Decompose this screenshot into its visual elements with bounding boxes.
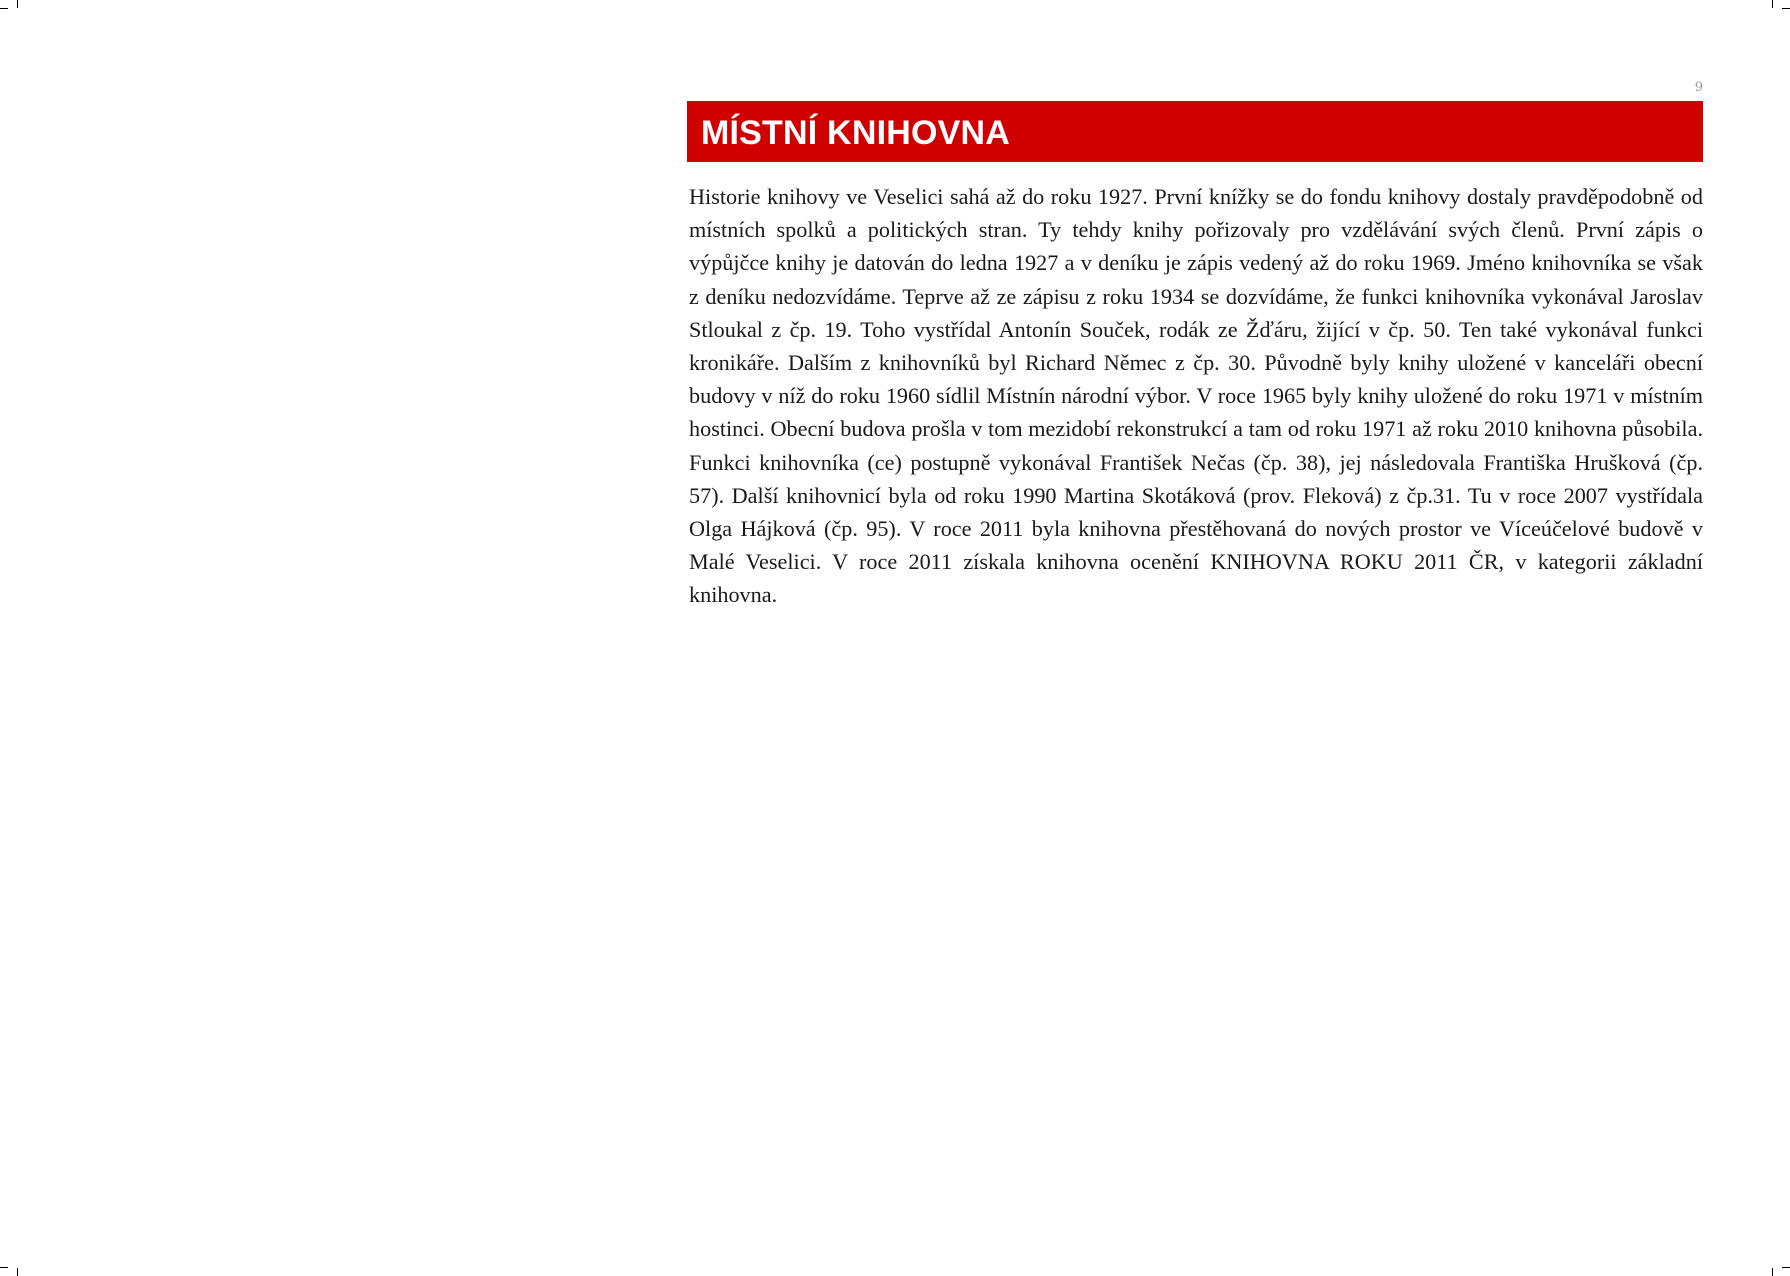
crop-mark	[0, 8, 8, 9]
crop-mark	[1782, 8, 1790, 9]
crop-mark	[17, 0, 18, 8]
section-title: MÍSTNÍ KNIHOVNA	[701, 113, 1010, 152]
crop-mark	[1772, 1268, 1773, 1276]
crop-mark	[0, 1267, 8, 1268]
page-number: 9	[1694, 80, 1703, 95]
crop-mark	[1772, 0, 1773, 8]
crop-mark	[17, 1268, 18, 1276]
section-title-bar	[687, 101, 1703, 162]
crop-mark	[1782, 1267, 1790, 1268]
section-body-text: Historie knihovy ve Veselici sahá až do roku 1927. První knížky se do fondu knihovy dostaly pravděpodobně od místních spolků a politických stran. Ty tehdy knihy pořizovaly pro vzdělávání svých členů. První zápis o výpůjčce knihy je datován do ledna 1927 a v deníku je zápis vedený až do roku 1969. Jméno knihovníka se však z deníku nedozvídáme. Teprve až ze zápisu z roku 1934 se dozvídáme, že funkci knihovníka vykonával Jaroslav Stloukal z čp. 19. Toho vystřídal Antonín Souček, rodák ze Žďáru, žijící v čp. 50. Ten také vykonával funkci kronikáře. Dalším z knihovníků byl Richard Němec z čp. 30. Původně byly knihy uložené v kanceláři obecní budovy v níž do roku 1960 sídlil Místnín národní výbor. V roce 1965 byly knihy uložené do roku 1971 v místním hostinci. Obecní budova prošla v tom mezidobí rekonstrukcí a tam od roku 1971 až roku 2010 knihovna působila. Funkci knihovníka (ce) postupně vykonával František Nečas (čp. 38), jej následovala Františka Hrušková (čp. 57). Další knihovnicí byla od roku 1990 Martina Skotáková (prov. Fleková) z čp.31. Tu v roce 2007 vystřídala Olga Hájková (čp. 95). V roce 2011 byla knihovna přestěhovaná do nových prostor ve Víceúčelové budově v Malé Veselici. V roce 2011 získala knihovna ocenění KNIHOVNA ROKU 2011 ČR, v kategorii základní knihovna.	[689, 184, 1703, 608]
